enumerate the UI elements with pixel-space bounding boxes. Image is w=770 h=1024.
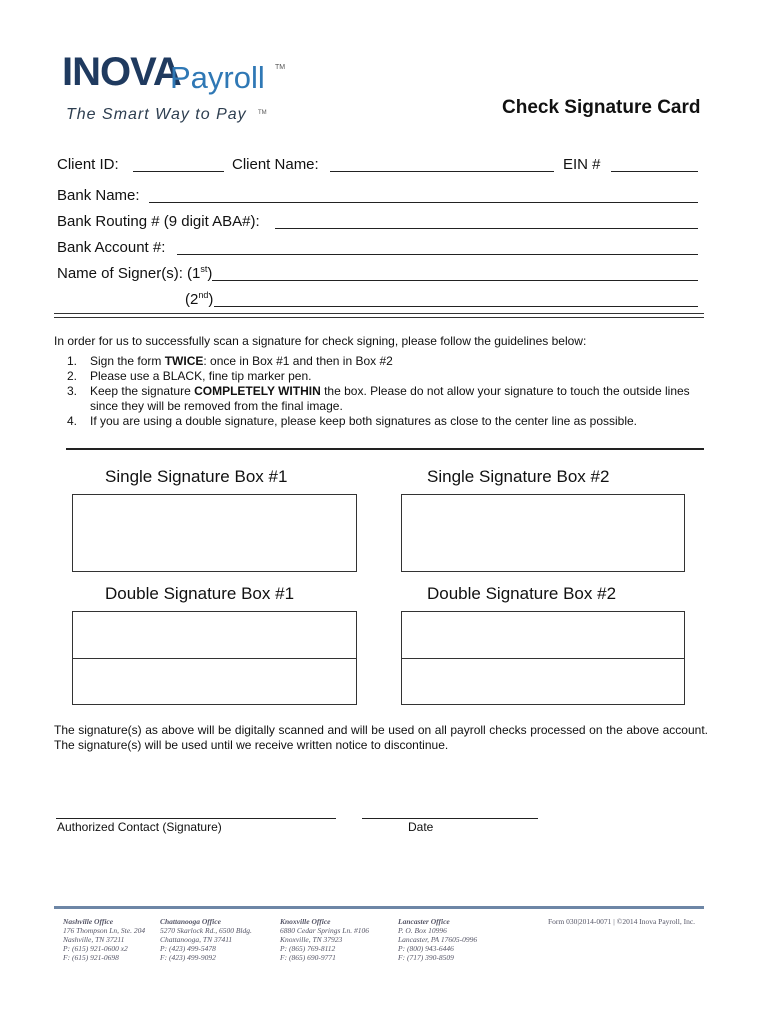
document-title: Check Signature Card xyxy=(502,97,701,118)
bank-name-field[interactable] xyxy=(149,202,698,203)
single-box-1-title: Single Signature Box #1 xyxy=(105,467,288,486)
single-signature-box-1[interactable] xyxy=(72,494,357,572)
bank-routing-field[interactable] xyxy=(275,228,698,229)
client-name-label: Client Name: xyxy=(232,156,319,173)
section-divider xyxy=(54,313,704,318)
logo-product: Payroll xyxy=(170,60,265,95)
footer-office-knoxville: Knoxville Office 6880 Cedar Springs Ln. #106 Knoxville, TN 37923 P: (865) 769-8112 F: (865) 690-9771 xyxy=(280,917,369,962)
guidelines-list xyxy=(54,354,714,429)
signer1-label: Name of Signer(s): (1st) xyxy=(57,264,213,282)
form-identifier: Form 030|2014-0071 | ©2014 Inova Payroll, Inc. xyxy=(548,917,696,926)
bank-name-label: Bank Name: xyxy=(57,187,140,204)
signer1-field[interactable] xyxy=(212,280,698,281)
logo-tagline: The Smart Way to Pay xyxy=(66,106,247,123)
double-box-1-title: Double Signature Box #1 xyxy=(105,584,295,603)
client-id-field[interactable] xyxy=(133,171,224,172)
bank-routing-label: Bank Routing # (9 digit ABA#): xyxy=(57,213,260,230)
logo-trademark: TM xyxy=(275,64,286,71)
guideline-item: 3. Keep the signature COMPLETELY WITHIN the box. Please do not allow your signature to touch the outside lines since they will be removed from the final image. xyxy=(67,384,690,413)
ein-label: EIN # xyxy=(563,156,601,173)
double-signature-box-2[interactable] xyxy=(401,611,685,705)
guidelines-intro: In order for us to successfully scan a signature for check signing, please follow the guidelines below: xyxy=(54,334,587,348)
footer-office-lancaster: Lancaster Office P. O. Box 10996 Lancaster, PA 17605-0996 P: (800) 943-6446 F: (717) 390-8509 xyxy=(398,917,478,962)
guideline-item: 1. Sign the form TWICE: once in Box #1 and then in Box #2 xyxy=(67,354,393,368)
double-box-2-title: Double Signature Box #2 xyxy=(427,584,617,603)
client-name-field[interactable] xyxy=(330,171,554,172)
footer-office-nashville: Nashville Office 176 Thompson Ln, Ste. 204 Nashville, TN 37211 P: (615) 921-0600 x2 F: (615) 921-0698 xyxy=(63,917,146,962)
authorized-signature-field[interactable] xyxy=(56,818,336,819)
tagline-trademark: TM xyxy=(258,110,267,116)
double-signature-box-1[interactable] xyxy=(72,611,357,705)
date-label: Date xyxy=(408,820,434,834)
signer2-label: (2nd) xyxy=(185,290,214,308)
bank-account-field[interactable] xyxy=(177,254,698,255)
single-box-2-title: Single Signature Box #2 xyxy=(427,467,610,486)
bank-account-label: Bank Account #: xyxy=(57,239,166,256)
guideline-item: 2. Please use a BLACK, fine tip marker pen. xyxy=(67,369,312,383)
boxes-divider xyxy=(66,448,704,450)
date-field[interactable] xyxy=(362,818,538,819)
single-signature-box-2[interactable] xyxy=(401,494,685,572)
footer-office-chattanooga: Chattanooga Office 5270 Skarlock Rd., 6500 Bldg. Chattanooga, TN 37411 P: (423) 499-5478 F: (423) 499-9092 xyxy=(160,917,252,962)
logo-brand: INOVA xyxy=(62,50,181,94)
center-line xyxy=(73,658,356,659)
footer-divider xyxy=(54,906,704,909)
ein-field[interactable] xyxy=(611,171,698,172)
center-line xyxy=(402,658,684,659)
authorized-signature-label: Authorized Contact (Signature) xyxy=(57,820,222,834)
signer2-field[interactable] xyxy=(214,306,698,307)
guideline-item: 4. If you are using a double signature, please keep both signatures as close to the center line as possible. xyxy=(67,414,638,428)
client-id-label: Client ID: xyxy=(57,156,119,173)
scan-notice: The signature(s) as above will be digitally scanned and will be used on all payroll checks processed on the above account. The signature(s) will be used until we receive written notice to discontinue. xyxy=(54,723,708,752)
